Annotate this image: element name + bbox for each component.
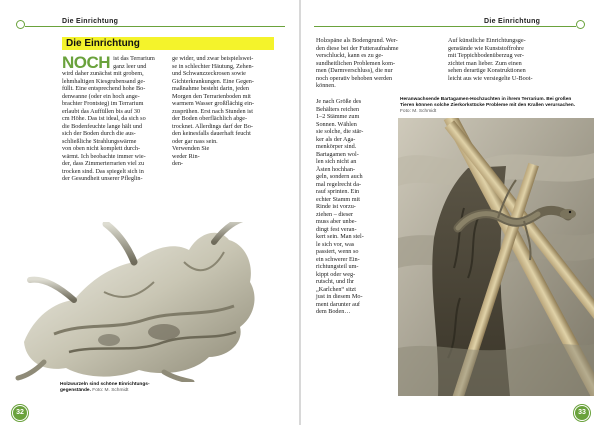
driftwood-photo bbox=[14, 222, 264, 382]
running-header-right: Die Einrichtung bbox=[484, 18, 541, 25]
text-line: geln, sondern auch bbox=[316, 173, 363, 180]
text-line: se in schlechter Häutung, Zehen- bbox=[172, 62, 254, 70]
text-line: cm Höhe. Das ist ideal, da sich so bbox=[62, 115, 146, 122]
text-line: maßnahme besteht darin, jeden bbox=[172, 85, 249, 92]
text-line: Holzspäne als Bodengrund. Wer- bbox=[316, 37, 398, 44]
text-line: menkörper sind. bbox=[316, 143, 357, 150]
text-line: schließliche Strahlungswärme bbox=[62, 137, 137, 145]
right-caption-credit: Foto: M. Schmidt bbox=[400, 109, 437, 114]
right-column-2-text bbox=[448, 37, 574, 82]
text-line: ganz leer und bbox=[113, 62, 147, 70]
text-line: Morgen den Terrarienboden mit bbox=[172, 92, 251, 100]
page-number-left: 32 bbox=[12, 405, 28, 421]
text-line: ist das Terrarium bbox=[113, 55, 155, 62]
text-line: der Boden oberflächlich abge- bbox=[172, 115, 248, 122]
text-line: ein schwerer Ein- bbox=[316, 255, 360, 263]
text-line: richtungsteil um- bbox=[316, 263, 359, 270]
text-line: zichtet man lieber. Zum einen bbox=[448, 59, 522, 67]
text-line: mal regelrecht da- bbox=[316, 180, 362, 188]
text-line: ker als der Aga- bbox=[316, 135, 356, 143]
right-column-2 bbox=[448, 37, 574, 82]
text-line: ment darunter auf bbox=[316, 300, 360, 308]
text-line: sie solche, die stär- bbox=[316, 128, 364, 135]
text-line: den- bbox=[172, 160, 183, 167]
right-column-1-narrow-text bbox=[316, 98, 394, 316]
text-line: Behälters reichen bbox=[316, 105, 360, 113]
header-bullet-left-icon bbox=[16, 20, 25, 29]
text-line: füllt. Eine entsprechend hohe Bo- bbox=[62, 85, 146, 92]
header-rule-left bbox=[25, 26, 285, 27]
text-line: erlaubt das Auffüllen bis auf 30 bbox=[62, 107, 141, 115]
text-line: den diese bei der Futteraufnahme bbox=[316, 44, 399, 52]
text-line: Rinde ist vorzu- bbox=[316, 203, 356, 210]
text-line: zusprühen. Erst nach Stunden ist bbox=[172, 107, 253, 115]
text-line: sich der Boden durch die aus- bbox=[62, 130, 136, 137]
text-line: just in diesem Mo- bbox=[316, 293, 363, 300]
text-line: können. bbox=[316, 82, 336, 89]
right-column-1-top bbox=[316, 37, 434, 90]
text-line: dingt fest veran- bbox=[316, 225, 357, 233]
terrarium-scene bbox=[398, 118, 594, 396]
text-line: rauf sprinten. Ein bbox=[316, 188, 360, 195]
text-line: kert sein. Man stel- bbox=[316, 233, 364, 240]
text-line: von oben nicht komplett durch- bbox=[62, 145, 141, 152]
header-rule-right bbox=[314, 26, 576, 27]
right-column-1-narrow bbox=[316, 98, 394, 316]
running-header-left: Die Einrichtung bbox=[62, 18, 119, 25]
text-line: ge wider, und zwar beispielswei- bbox=[172, 55, 254, 62]
left-caption bbox=[60, 382, 180, 394]
left-caption-credit: Foto: M. Schmidt bbox=[92, 388, 129, 393]
text-line: len sich nicht an bbox=[316, 158, 357, 165]
text-line: Ästen hochhan- bbox=[316, 165, 356, 173]
text-line: dem Boden… bbox=[316, 308, 351, 315]
text-line: wird daher zunächst mit grobem, bbox=[62, 70, 144, 77]
text-line: ziehen – dieser bbox=[316, 210, 354, 218]
text-line: sehen derartige Konstruktionen bbox=[448, 67, 526, 74]
text-line: 1–2 Stämme zum bbox=[316, 113, 360, 120]
right-column-1-text bbox=[316, 37, 434, 90]
page-number-right: 33 bbox=[574, 405, 590, 421]
text-line: „Karlchen“ sitzt bbox=[316, 285, 357, 293]
text-line: trocknet. Allerdings darf der Bo- bbox=[172, 122, 253, 130]
text-line: der, dass Zimmerterrarien viel zu bbox=[62, 160, 145, 167]
left-column-2 bbox=[172, 55, 276, 168]
text-line: die Bodenfeuchte lange hält und bbox=[62, 122, 143, 130]
text-line: weder Rin- bbox=[172, 152, 200, 160]
text-line: genstände wie Kunststoffrohre bbox=[448, 44, 524, 52]
text-line: warmem Wasser großflächig ein- bbox=[172, 100, 255, 107]
text-line: verschluckt, kann es zu ge- bbox=[316, 52, 384, 59]
left-column-2-text bbox=[172, 55, 276, 168]
text-line: Sonnen. Wählen bbox=[316, 120, 357, 128]
text-line: brachter Frontsteg) im Terrarium bbox=[62, 100, 144, 107]
text-line: echter Stamm mit bbox=[316, 195, 360, 203]
left-column-1 bbox=[62, 55, 168, 183]
right-page bbox=[300, 0, 600, 425]
text-line: rutscht, und Ihr bbox=[316, 278, 354, 285]
right-caption bbox=[400, 97, 578, 115]
header-bullet-right-icon bbox=[576, 20, 585, 29]
text-line: kippt oder weg- bbox=[316, 270, 356, 278]
section-title: Die Einrichtung bbox=[62, 37, 274, 50]
text-line: lehmhaltigen Kiesgrubensand ge- bbox=[62, 77, 146, 85]
text-line: muss aber unbe- bbox=[316, 218, 357, 225]
text-line: wärmt. Ich beobachte immer wie- bbox=[62, 152, 146, 160]
text-line: Je nach Größe des bbox=[316, 98, 362, 105]
text-line: oder gar nass sein. bbox=[172, 137, 218, 145]
right-caption-text: Heranwachsende Bartagamen-Hochzuchten in ihrem Terrarium. Bei großen Tieren können solche Zierkorkstücke Probleme mit den Krallen verursachen. bbox=[400, 97, 576, 108]
text-line: mit Teppichbodenüberzug ver- bbox=[448, 52, 524, 59]
left-caption-text: Holzwurzeln sind schöne Einrichtungs-gegenstände. bbox=[60, 382, 150, 393]
text-line: passiert, wenn so bbox=[316, 248, 359, 255]
text-line: men (Darmverschluss), die nur bbox=[316, 67, 393, 74]
text-line: und Schwanzzeckrosen sowie bbox=[172, 70, 246, 77]
text-line: trocken sind. Das spiegelt sich in bbox=[62, 167, 144, 175]
left-column-1-text bbox=[62, 55, 168, 183]
drop-word: NOCH bbox=[62, 53, 111, 72]
text-line: der Gesundheit unserer Pfleglin- bbox=[62, 175, 143, 182]
bearded-dragon-photo bbox=[398, 118, 594, 396]
text-line: den keinesfalls dauerhaft feucht bbox=[172, 130, 251, 137]
text-line: leicht aus wie versiegelte U-Boot- bbox=[448, 74, 533, 82]
text-line: noch operativ behoben werden bbox=[316, 74, 393, 82]
text-line: denwanne (oder ein hoch ange- bbox=[62, 92, 140, 100]
text-line: le sich vor, was bbox=[316, 240, 355, 248]
text-line: Gichterkrankungen. Eine Gegen- bbox=[172, 77, 254, 85]
text-line: Bartagamen wol- bbox=[316, 150, 359, 158]
text-line: Verwenden Sie bbox=[172, 145, 210, 152]
text-line: sundheitlichen Problemen kom- bbox=[316, 59, 396, 67]
text-line: Auf künstliche Einrichtungsge- bbox=[448, 37, 526, 44]
